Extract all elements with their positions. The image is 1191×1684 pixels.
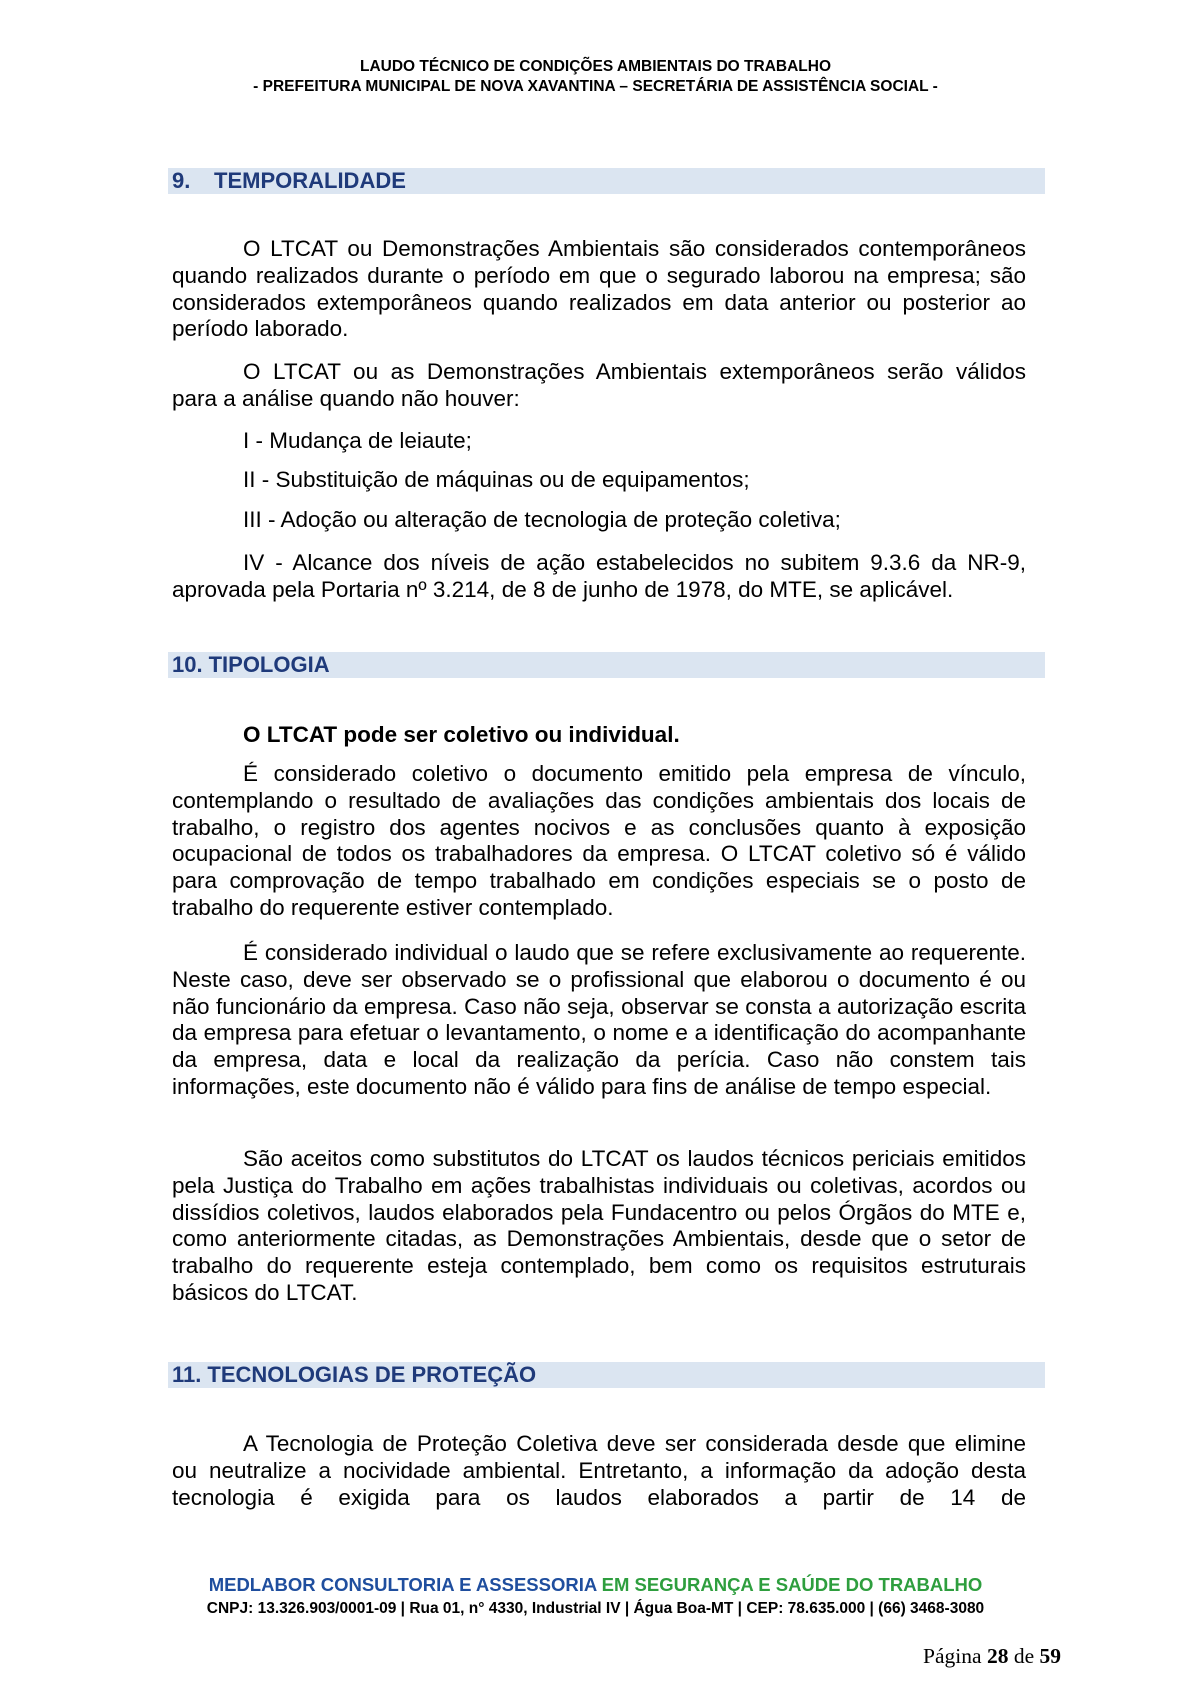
section-10-number: 10. (172, 652, 203, 677)
section-11-paragraph-1: A Tecnologia de Proteção Coletiva deve ser considerada desde que elimine ou neutralize a nocividade ambiental. Entretanto, a informação da adoção desta tecnologia é exigida para os laudos elaborados a partir de 14 de (172, 1431, 1026, 1510)
section-9-title: TEMPORALIDADE (214, 168, 406, 193)
header-title: LAUDO TÉCNICO DE CONDIÇÕES AMBIENTAIS DO TRABALHO (359, 58, 832, 75)
footer-company-name: MEDLABOR CONSULTORIA E ASSESSORIA (208, 1574, 597, 1595)
section-9-number: 9. (172, 168, 191, 193)
page-label: Página (923, 1644, 982, 1668)
page-of: de (1013, 1644, 1035, 1668)
section-9-heading (168, 168, 1045, 194)
footer-address: CNPJ: 13.326.903/0001-09 | Rua 01, n° 4330, Industrial IV | Água Boa-MT | CEP: 78.635.000 | (66) 3468-3080 (206, 1600, 985, 1617)
page-number (923, 1644, 1061, 1669)
header-subtitle: - PREFEITURA MUNICIPAL DE NOVA XAVANTINA – SECRETÁRIA DE ASSISTÊNCIA SOCIAL - (253, 78, 938, 95)
section-9-item-1: I - Mudança de leiaute; (243, 428, 472, 453)
section-11-number: 11. (172, 1362, 202, 1387)
footer-company (0, 1574, 1191, 1596)
section-9-paragraph-1: O LTCAT ou Demonstrações Ambientais são considerados contemporâneos quando realizados durante o período em que o segurado laborou na empresa; são considerados extemporâneos quando realizados em data anterior ou posterior ao período laborado. (172, 236, 1026, 342)
section-9-paragraph-2: O LTCAT ou as Demonstrações Ambientais extemporâneos serão válidos para a análise quando não houver: (172, 359, 1026, 411)
section-9-item-3: III - Adoção ou alteração de tecnologia de proteção coletiva; (243, 507, 841, 532)
section-11-title: TECNOLOGIAS DE PROTEÇÃO (207, 1362, 537, 1387)
footer-company-tagline: EM SEGURANÇA E SAÚDE DO TRABALHO (601, 1574, 983, 1595)
section-10-paragraph-3: São aceitos como substitutos do LTCAT os laudos técnicos periciais emitidos pela Justiça do Trabalho em ações trabalhistas individuais ou coletivas, acordos ou dissídios coletivos, laudos elaborados pela Fundacentro ou pelos Órgãos do MTE e, como anteriormente citadas, as Demonstrações Ambientais, desde que o setor de trabalho do requerente esteja contemplado, bem como os requisitos estruturais básicos do LTCAT. (172, 1146, 1026, 1305)
section-11-heading (168, 1362, 1045, 1388)
page-current: 28 (986, 1644, 1009, 1668)
section-10-paragraph-2: É considerado individual o laudo que se refere exclusivamente ao requerente. Neste caso, deve ser observado se o profissional que elaborou o documento é ou não funcionário da empresa. Caso não seja, observar se consta a autorização escrita da empresa para efetuar o levantamento, o nome e a identificação do acompanhante da empresa, data e local da realização da perícia. Caso não constem tais informações, este documento não é válido para fins de análise de tempo especial. (172, 940, 1026, 1099)
document-header (0, 57, 1191, 97)
section-9-paragraph-3: IV - Alcance dos níveis de ação estabelecidos no subitem 9.3.6 da NR-9, aprovada pela Portaria nº 3.214, de 8 de junho de 1978, do MTE, se aplicável. (172, 550, 1026, 602)
section-10-title: TIPOLOGIA (208, 652, 330, 677)
page-total: 59 (1039, 1644, 1061, 1668)
section-10-heading (168, 652, 1045, 678)
section-10-paragraph-1: É considerado coletivo o documento emitido pela empresa de vínculo, contemplando o resultado de avaliações das condições ambientais dos locais de trabalho, o registro dos agentes nocivos e as conclusões quanto à exposição ocupacional de todos os trabalhadores da empresa. O LTCAT coletivo só é válido para comprovação de tempo trabalhado em condições especiais se o posto de trabalho do requerente estiver contemplado. (172, 761, 1026, 920)
section-9-item-2: II - Substituição de máquinas ou de equipamentos; (243, 467, 750, 492)
section-10-lead: O LTCAT pode ser coletivo ou individual. (243, 722, 680, 747)
